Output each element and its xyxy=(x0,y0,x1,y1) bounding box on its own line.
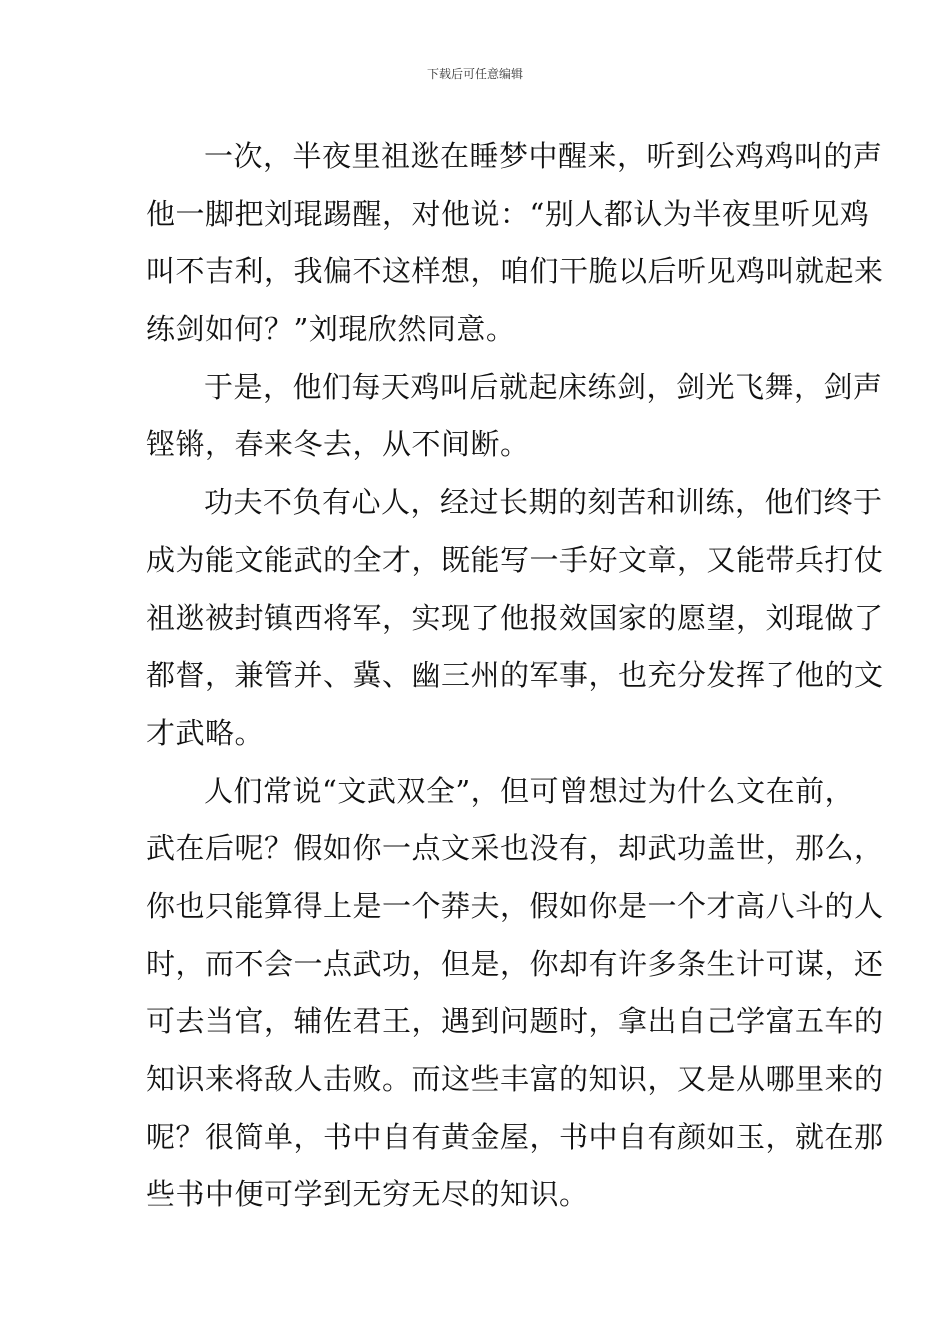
paragraph-line: 叫不吉利，我偏不这样想，咱们干脆以后听见鸡叫就起来 xyxy=(146,254,884,289)
paragraph-line: 你也只能算得上是一个莽夫，假如你是一个才高八斗的人 xyxy=(146,888,884,923)
paragraph-line: 他一脚把刘琨踢醒，对他说：“别人都认为半夜里听见鸡 xyxy=(146,196,870,231)
page-header: 下载后可任意编辑 xyxy=(426,67,523,81)
paragraph-line: 些书中便可学到无穷无尽的知识。 xyxy=(146,1177,589,1212)
paragraph-4 xyxy=(146,763,884,1225)
paragraph-line: 铿锵，春来冬去，从不间断。 xyxy=(146,427,530,462)
paragraph-line: 都督，兼管并、冀、幽三州的军事，也充分发挥了他的文 xyxy=(146,658,884,693)
paragraph-3 xyxy=(146,474,884,762)
document-body xyxy=(146,128,884,1224)
paragraph-line: 成为能文能武的全才，既能写一手好文章，又能带兵打仗 xyxy=(146,542,884,577)
paragraph-1 xyxy=(146,128,884,359)
paragraph-line: 人们常说“文武双全”，但可曾想过为什么文在前， xyxy=(204,773,855,808)
paragraph-line: 可去当官，辅佐君王，遇到问题时，拿出自己学富五车的 xyxy=(146,1004,884,1039)
paragraph-line: 一次，半夜里祖逖在睡梦中醒来，听到公鸡鸡叫的声 xyxy=(204,139,883,173)
paragraph-line: 于是，他们每天鸡叫后就起床练剑，剑光飞舞，剑声 xyxy=(204,369,883,404)
paragraph-line: 功夫不负有心人，经过长期的刻苦和训练，他们终于 xyxy=(204,485,883,520)
paragraph-line: 武在后呢？假如你一点文采也没有，却武功盖世，那么， xyxy=(146,831,884,866)
paragraph-line: 祖逖被封镇西将军，实现了他报效国家的愿望，刘琨做了 xyxy=(146,600,884,635)
paragraph-line: 才武略。 xyxy=(146,715,265,750)
paragraph-line: 呢？很简单，书中自有黄金屋，书中自有颜如玉，就在那 xyxy=(146,1119,884,1154)
paragraph-line: 练剑如何？”刘琨欣然同意。 xyxy=(146,312,516,347)
paragraph-line: 时，而不会一点武功，但是，你却有许多条生计可谋，还 xyxy=(146,946,884,981)
paragraph-line: 知识来将敌人击败。而这些丰富的知识，又是从哪里来的 xyxy=(146,1062,884,1096)
paragraph-2 xyxy=(146,359,883,474)
